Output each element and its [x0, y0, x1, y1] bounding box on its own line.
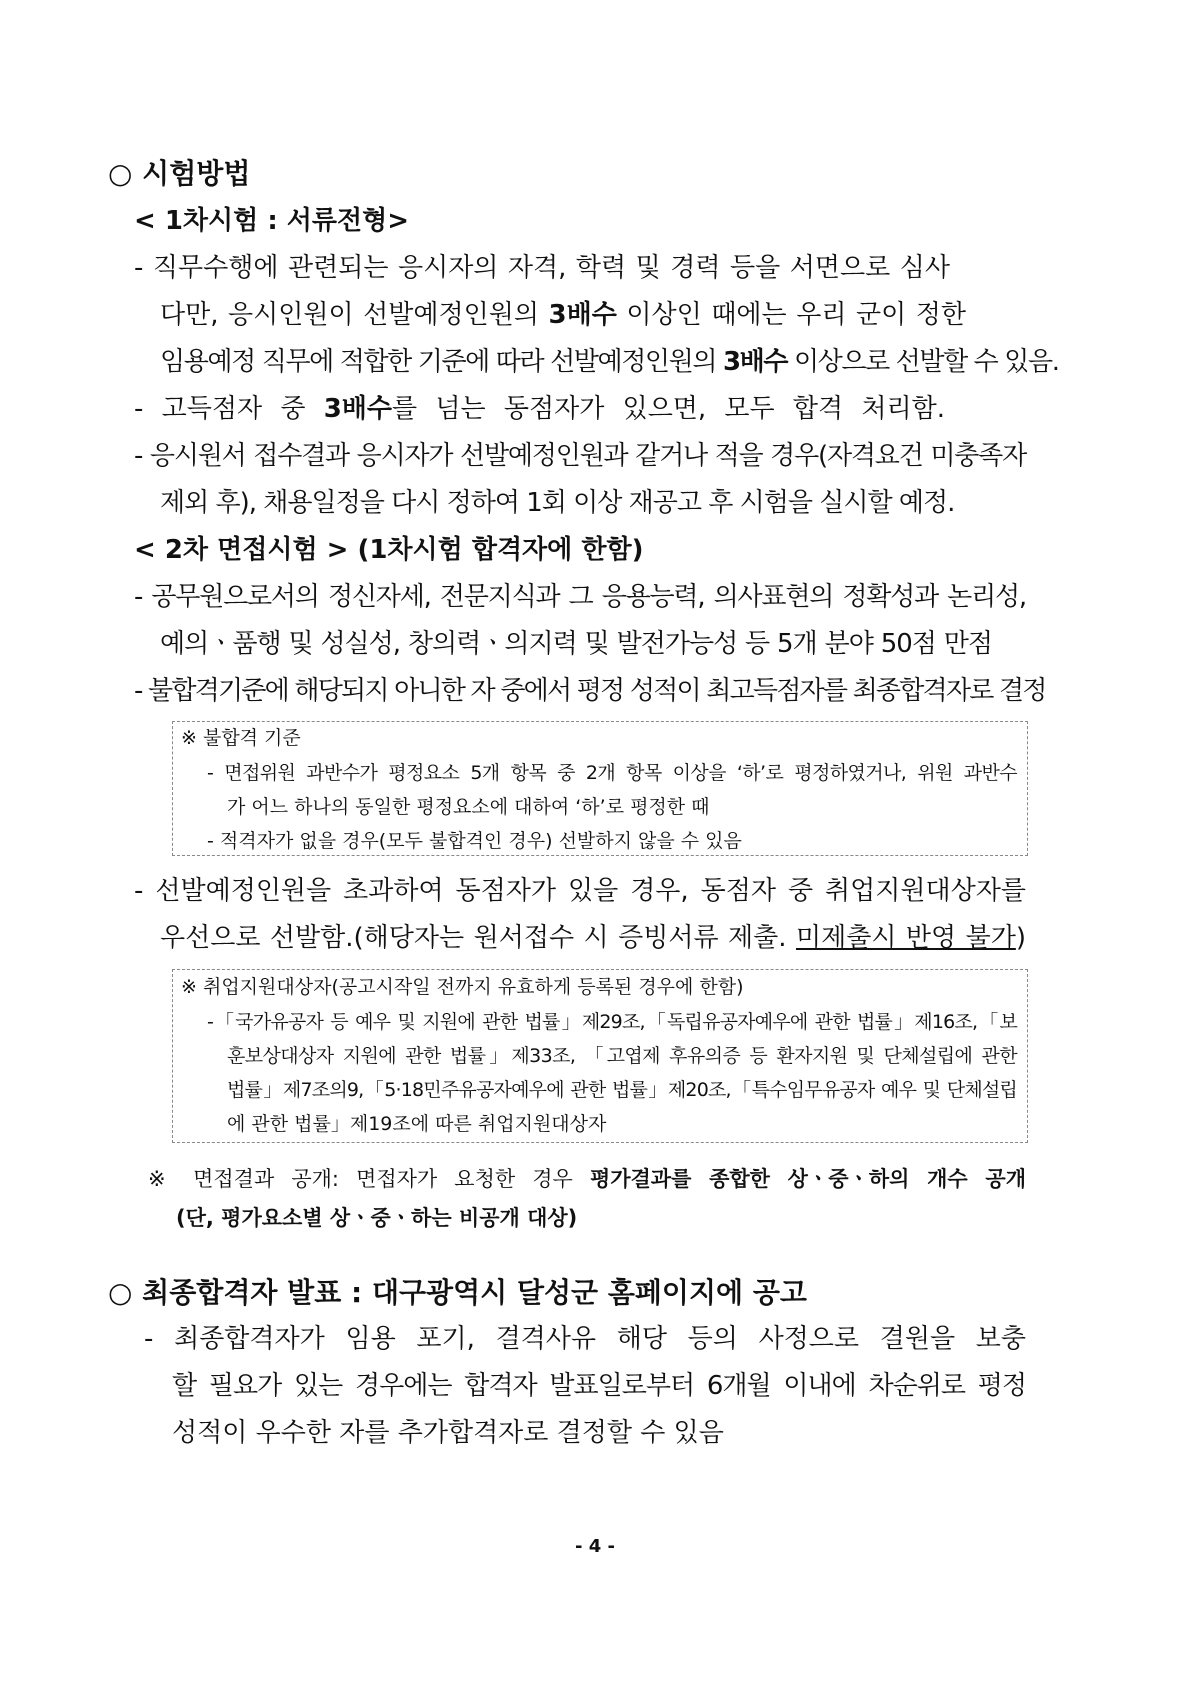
disqualification-criteria-box — [172, 721, 1028, 856]
section-title-exam-method: ○ 시험방법 — [108, 157, 251, 190]
box-line: 에 관한 법률」제19조에 따른 취업지원대상자 — [227, 1113, 607, 1135]
paragraph-line: - 불합격기준에 해당되지 아니한 자 중에서 평정 성적이 최고득점자를 최종합격자로 결정 — [134, 676, 1046, 706]
interview-results-note-2: (단, 평가요소별 상ㆍ중ㆍ하는 비공개 대상) — [176, 1206, 578, 1230]
box-line: 훈보상대상자 지원에 관한 법률」제33조, 「고엽제 후유의증 등 환자지원 및 단체설립에 관한 — [227, 1045, 1017, 1067]
paragraph-line: - 공무원으로서의 정신자세, 전문지식과 그 응용능력, 의사표현의 정확성과 논리성, — [134, 582, 1026, 612]
box-line: - 면접위원 과반수가 평정요소 5개 항목 중 2개 항목 이상을 ‘하’로 평정하였거나, 위원 과반수 — [207, 762, 1017, 784]
emphasis-3x: 3배수 — [323, 394, 393, 424]
paragraph-line: 성적이 우수한 자를 추가합격자로 결정할 수 있음 — [172, 1418, 724, 1448]
paragraph-line: 예의ㆍ품행 및 성실성, 창의력ㆍ의지력 및 발전가능성 등 5개 분야 50점 만점 — [160, 629, 992, 659]
emphasis-3x: 3배수 — [548, 300, 617, 330]
no-submission-note: 미제출시 반영 불가 — [795, 923, 1016, 953]
paragraph-line: 할 필요가 있는 경우에는 합격자 발표일로부터 6개월 이내에 차순위로 평정 — [172, 1371, 1026, 1401]
paragraph-line: 제외 후), 채용일정을 다시 정하여 1회 이상 재공고 후 시험을 실시할 예정. — [160, 488, 955, 518]
box-line: - 적격자가 없을 경우(모두 불합격인 경우) 선발하지 않을 수 있음 — [207, 830, 742, 852]
box-line: -「국가유공자 등 예우 및 지원에 관한 법률」제29조,「독립유공자예우에 관한 법률」제16조,「보 — [207, 1011, 1017, 1033]
section-title-final-announcement: ○ 최종합격자 발표 : 대구광역시 달성군 홈페이지에 공고 — [108, 1276, 807, 1309]
paragraph-line: 우선으로 선발함.(해당자는 원서접수 시 증빙서류 제출. 미제출시 반영 불가) — [160, 923, 1026, 953]
paragraph-line: - 응시원서 접수결과 응시자가 선발예정인원과 같거나 적을 경우(자격요건 미충족자 — [134, 441, 1026, 471]
box-line: 법률」제7조의9,「5·18민주유공자예우에 관한 법률」제20조,「특수임무유공자 예우 및 단체설립 — [227, 1079, 1017, 1101]
phase1-heading: < 1차시험 : 서류전형> — [134, 206, 410, 236]
paragraph-line: - 직무수행에 관련되는 응시자의 자격, 학력 및 경력 등을 서면으로 심사 — [134, 253, 950, 283]
interview-results-note: ※ 면접결과 공개: 면접자가 요청한 경우 평가결과를 종합한 상ㆍ중ㆍ하의 개수 공개 — [148, 1167, 1026, 1191]
page-number: - 4 - — [575, 1536, 615, 1557]
emphasis-3x: 3배수 — [722, 347, 788, 377]
paragraph-line: - 선발예정인원을 초과하여 동점자가 있을 경우, 동점자 중 취업지원대상자를 — [134, 876, 1026, 906]
employment-support-box — [172, 969, 1028, 1143]
paragraph-line: - 최종합격자가 임용 포기, 결격사유 해당 등의 사정으로 결원을 보충 — [144, 1324, 1026, 1354]
box-line: 가 어느 하나의 동일한 평정요소에 대하여 ‘하’로 평정한 때 — [227, 796, 710, 818]
phase2-heading: < 2차 면접시험 > (1차시험 합격자에 한함) — [134, 535, 644, 565]
box-title: ※ 취업지원대상자(공고시작일 전까지 유효하게 등록된 경우에 한함) — [181, 976, 744, 998]
paragraph-line: 임용예정 직무에 적합한 기준에 따라 선발예정인원의 3배수 이상으로 선발할 수 있음. — [160, 347, 1059, 377]
box-title: ※ 불합격 기준 — [181, 727, 301, 749]
paragraph-line: - 고득점자 중 3배수를 넘는 동점자가 있으면, 모두 합격 처리함. — [134, 394, 945, 424]
paragraph-line: 다만, 응시인원이 선발예정인원의 3배수 이상인 때에는 우리 군이 정한 — [160, 300, 967, 330]
